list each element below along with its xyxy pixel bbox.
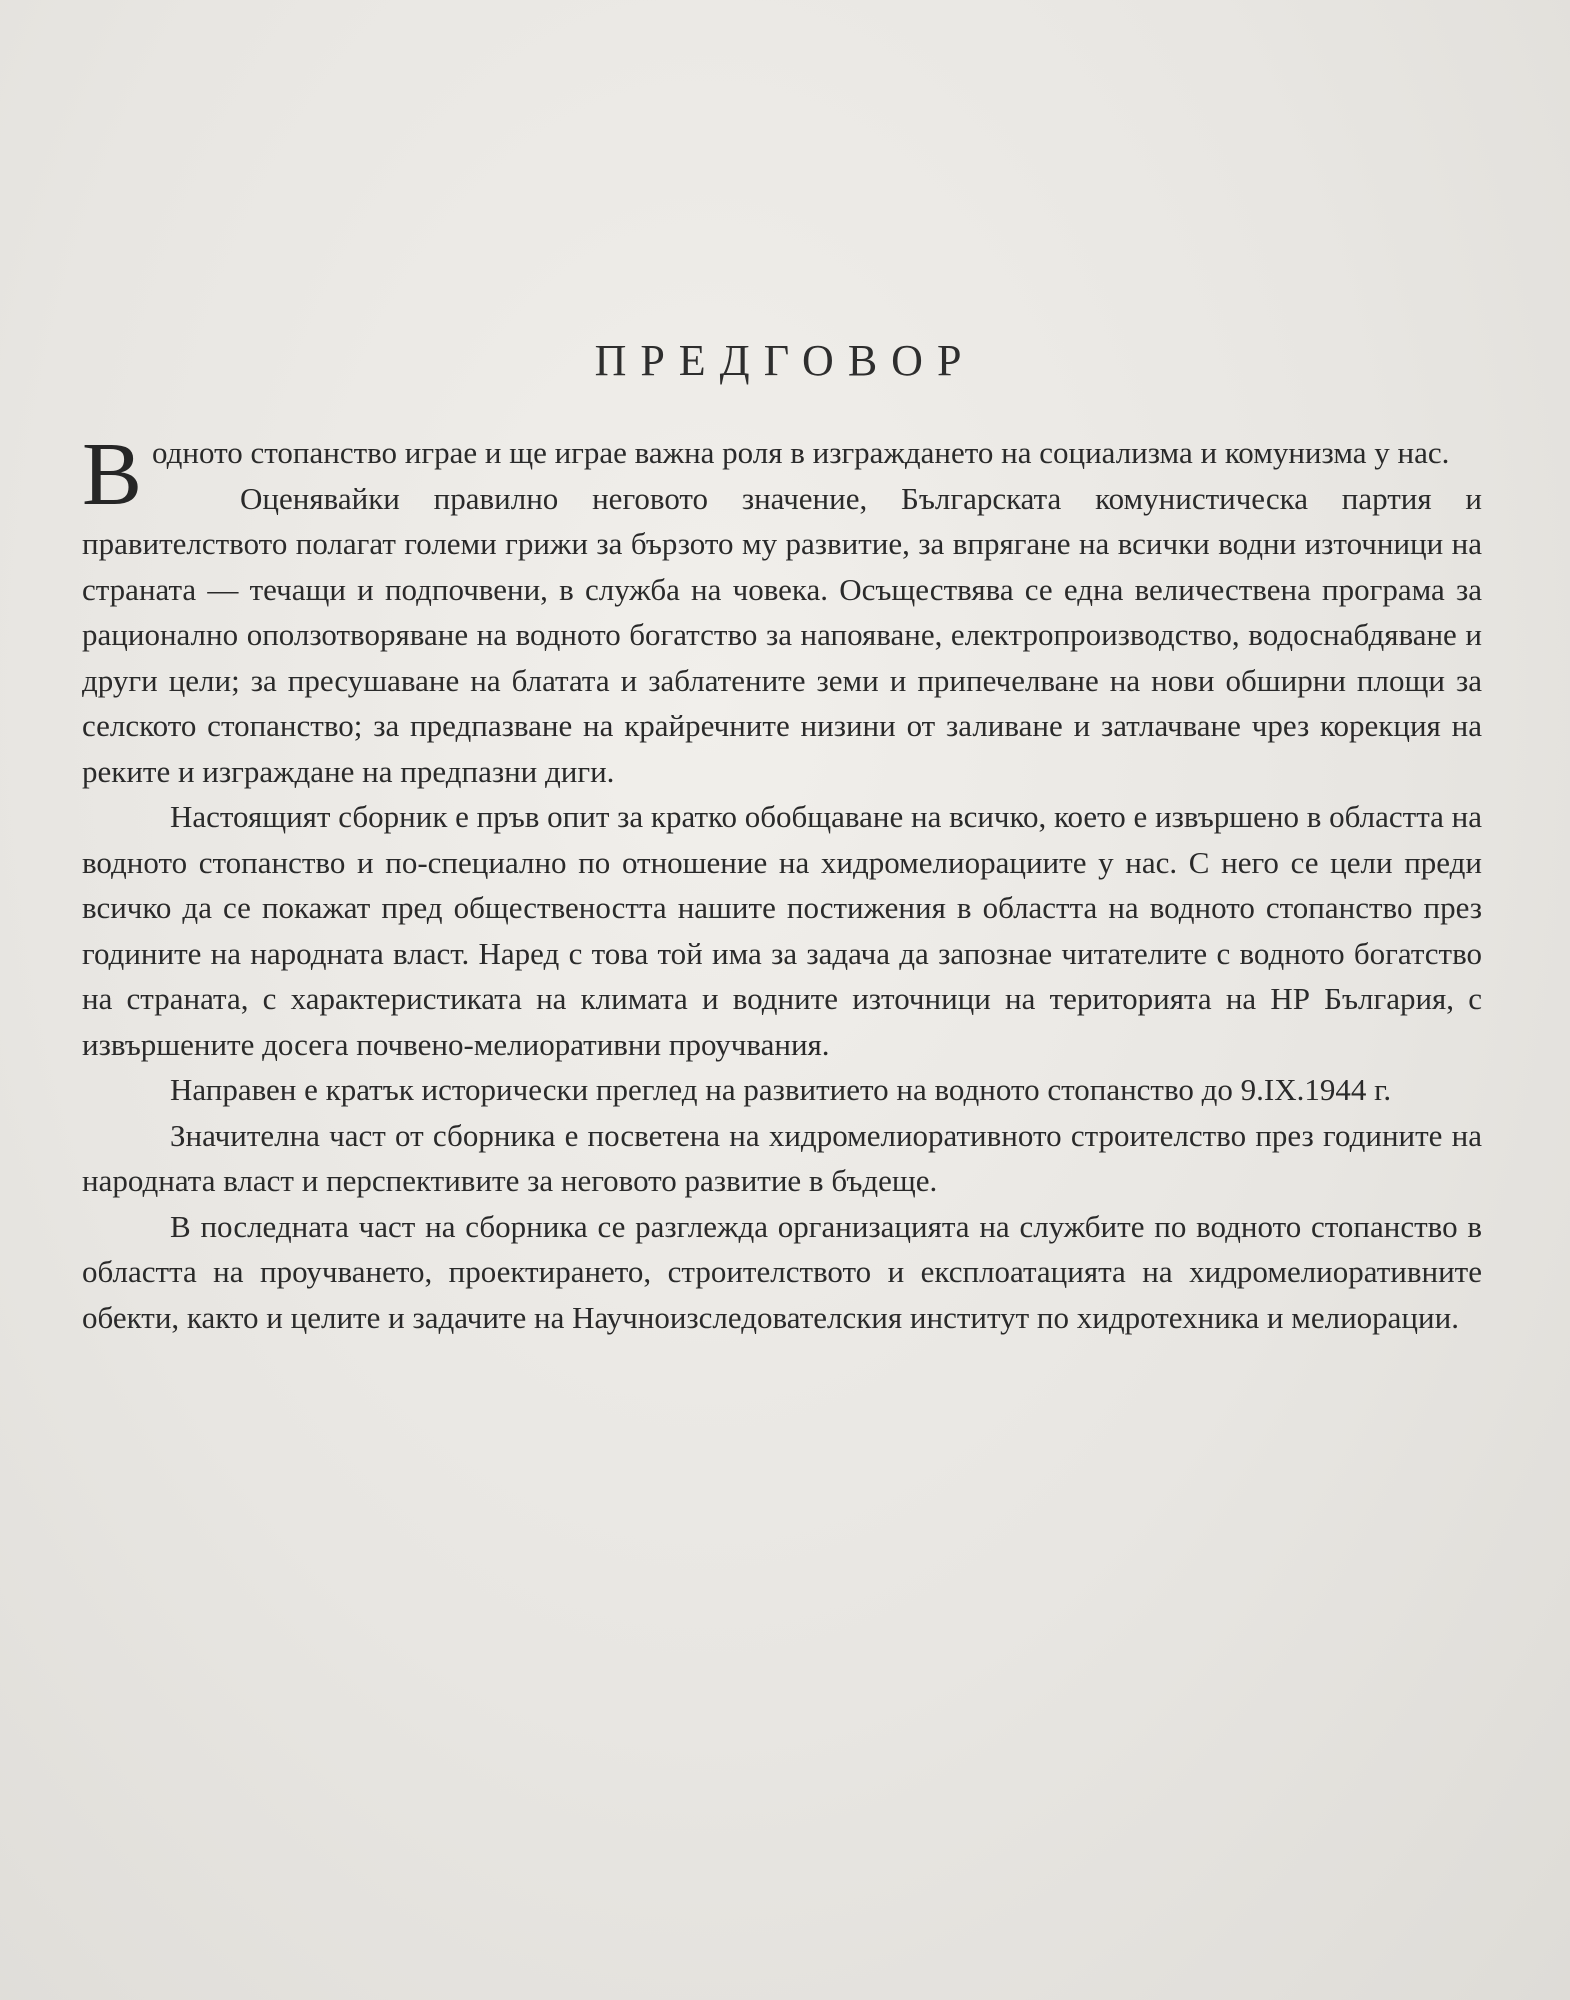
page-title: ПРЕДГОВОР	[594, 336, 976, 385]
paragraph-4: Направен е кратък исторически преглед на развитието на водното стопанство до 9.IX.1944 г.	[170, 1072, 1392, 1107]
paragraph-6: В последната част на сборника се разглежда организацията на службите по водното стопанство в областта на проучването, проектирането, строителството и експлоатацията на хидромелиоративните обекти, както и целите и задачите на Научноизследователския институт по хидротехника и мелиорации.	[82, 1208, 1482, 1335]
paragraph-5: Значителна част от сборника е посветена на хидромелиоративното строителство през годините на народната власт и перспективите за неговото развитие в бъдеще.	[82, 1117, 1482, 1198]
drop-cap: В	[82, 425, 143, 524]
preface-body	[82, 425, 1482, 1340]
paragraph-3: Настоящият сборник е пръв опит за кратко обобщаване на всичко, което е извършено в областта на водното стопанство и по-специално по отношение на хидромелиорациите у нас. С него се цели преди всичко да се покажат пред обществеността нашите постижения в областта на водното стопанство през годините на народната власт. Наред с това той има за задача да запознае читателите с водното богатство на страната, с характеристиката на климата и водните източници на територията на НР България, с извършените досега почвено-мелиоративни проучвания.	[82, 799, 1482, 1062]
paragraph-1-text: одното стопанство играе и ще играе важна роля в изграждането на социализма и комунизма у нас.	[152, 435, 1450, 470]
paragraph-2: Оценявайки правилно неговото значение, Българската комунистическа партия и правителството полагат големи грижи за бързото му развитие, за впрягане на всички водни източници на страната — течащи и подпочвени, в служба на човека. Осъществява се една величествена програма за рационално оползотворяване на водното богатство за напояване, електропроизводство, водоснабдяване и други цели; за пресушаване на блатата и заблатените земи и припечелване на нови обширни площи за селското стопанство; за предпазване на крайречните низини от заливане и затлачване чрез корекция на реките и изграждане на предпазни диги.	[82, 480, 1482, 789]
paragraph-1	[82, 425, 1482, 524]
